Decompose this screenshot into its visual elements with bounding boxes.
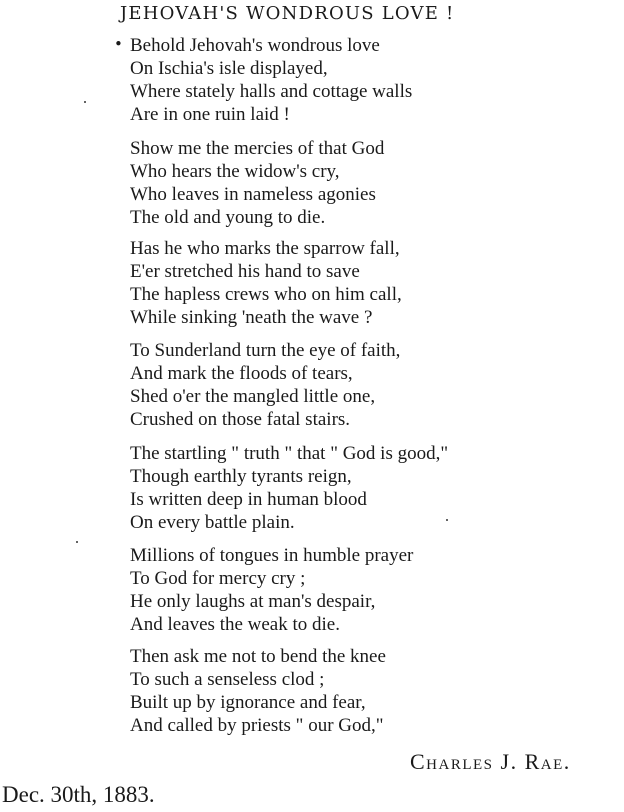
stanza-1 <box>130 34 412 126</box>
poem-line: Who leaves in nameless agonies <box>130 184 376 205</box>
stanza-5 <box>130 442 448 534</box>
stanza-3 <box>130 237 402 329</box>
stanza-2 <box>130 137 384 229</box>
print-speck <box>84 101 86 103</box>
poem-line: Are in one ruin laid ! <box>130 104 290 125</box>
bullet-mark: • <box>114 35 123 53</box>
print-speck <box>446 519 448 521</box>
poem-line: While sinking 'neath the wave ? <box>130 307 373 328</box>
stanza-4 <box>130 339 400 431</box>
poem-line: To such a senseless clod ; <box>130 669 325 690</box>
poem-line: And leaves the weak to die. <box>130 614 340 635</box>
poem-line: Show me the mercies of that God <box>130 138 385 159</box>
poem-line: To God for mercy cry ; <box>130 568 306 589</box>
poem-line: Has he who marks the sparrow fall, <box>130 238 400 259</box>
poem-line: Who hears the widow's cry, <box>130 161 340 182</box>
poem-line: Is written deep in human blood <box>130 489 367 510</box>
poem-line: On every battle plain. <box>130 512 295 533</box>
poem-line: The old and young to die. <box>130 207 326 228</box>
poem-line: E'er stretched his hand to save <box>130 261 360 282</box>
print-speck <box>76 541 78 543</box>
poem-line: He only laughs at man's despair, <box>130 591 376 612</box>
poem-line: Built up by ignorance and fear, <box>130 692 366 713</box>
poem-line: Where stately halls and cottage walls <box>130 81 413 102</box>
poem-line: And mark the floods of tears, <box>130 363 353 384</box>
poem-date: Dec. 30th, 1883. <box>2 782 155 807</box>
stanza-6 <box>130 544 413 636</box>
author-signature: Charles J. Rae. <box>410 749 571 774</box>
stanza-7 <box>130 645 386 737</box>
poem-line: Behold Jehovah's wondrous love <box>130 35 380 56</box>
poem-line: Crushed on those fatal stairs. <box>130 409 351 430</box>
poem-line: Though earthly tyrants reign, <box>130 466 352 487</box>
poem-line: Then ask me not to bend the knee <box>130 646 386 667</box>
poem-line: The startling " truth " that " God is good," <box>130 443 449 464</box>
poem-line: And called by priests " our God," <box>130 715 384 736</box>
poem-title: JEHOVAH'S WONDROUS LOVE ! <box>120 3 455 24</box>
poem-line: To Sunderland turn the eye of faith, <box>130 340 401 361</box>
poem-line: The hapless crews who on him call, <box>130 284 402 305</box>
poem-line: On Ischia's isle displayed, <box>130 58 328 79</box>
poem-line: Millions of tongues in humble prayer <box>130 545 414 566</box>
poem-line: Shed o'er the mangled little one, <box>130 386 376 407</box>
